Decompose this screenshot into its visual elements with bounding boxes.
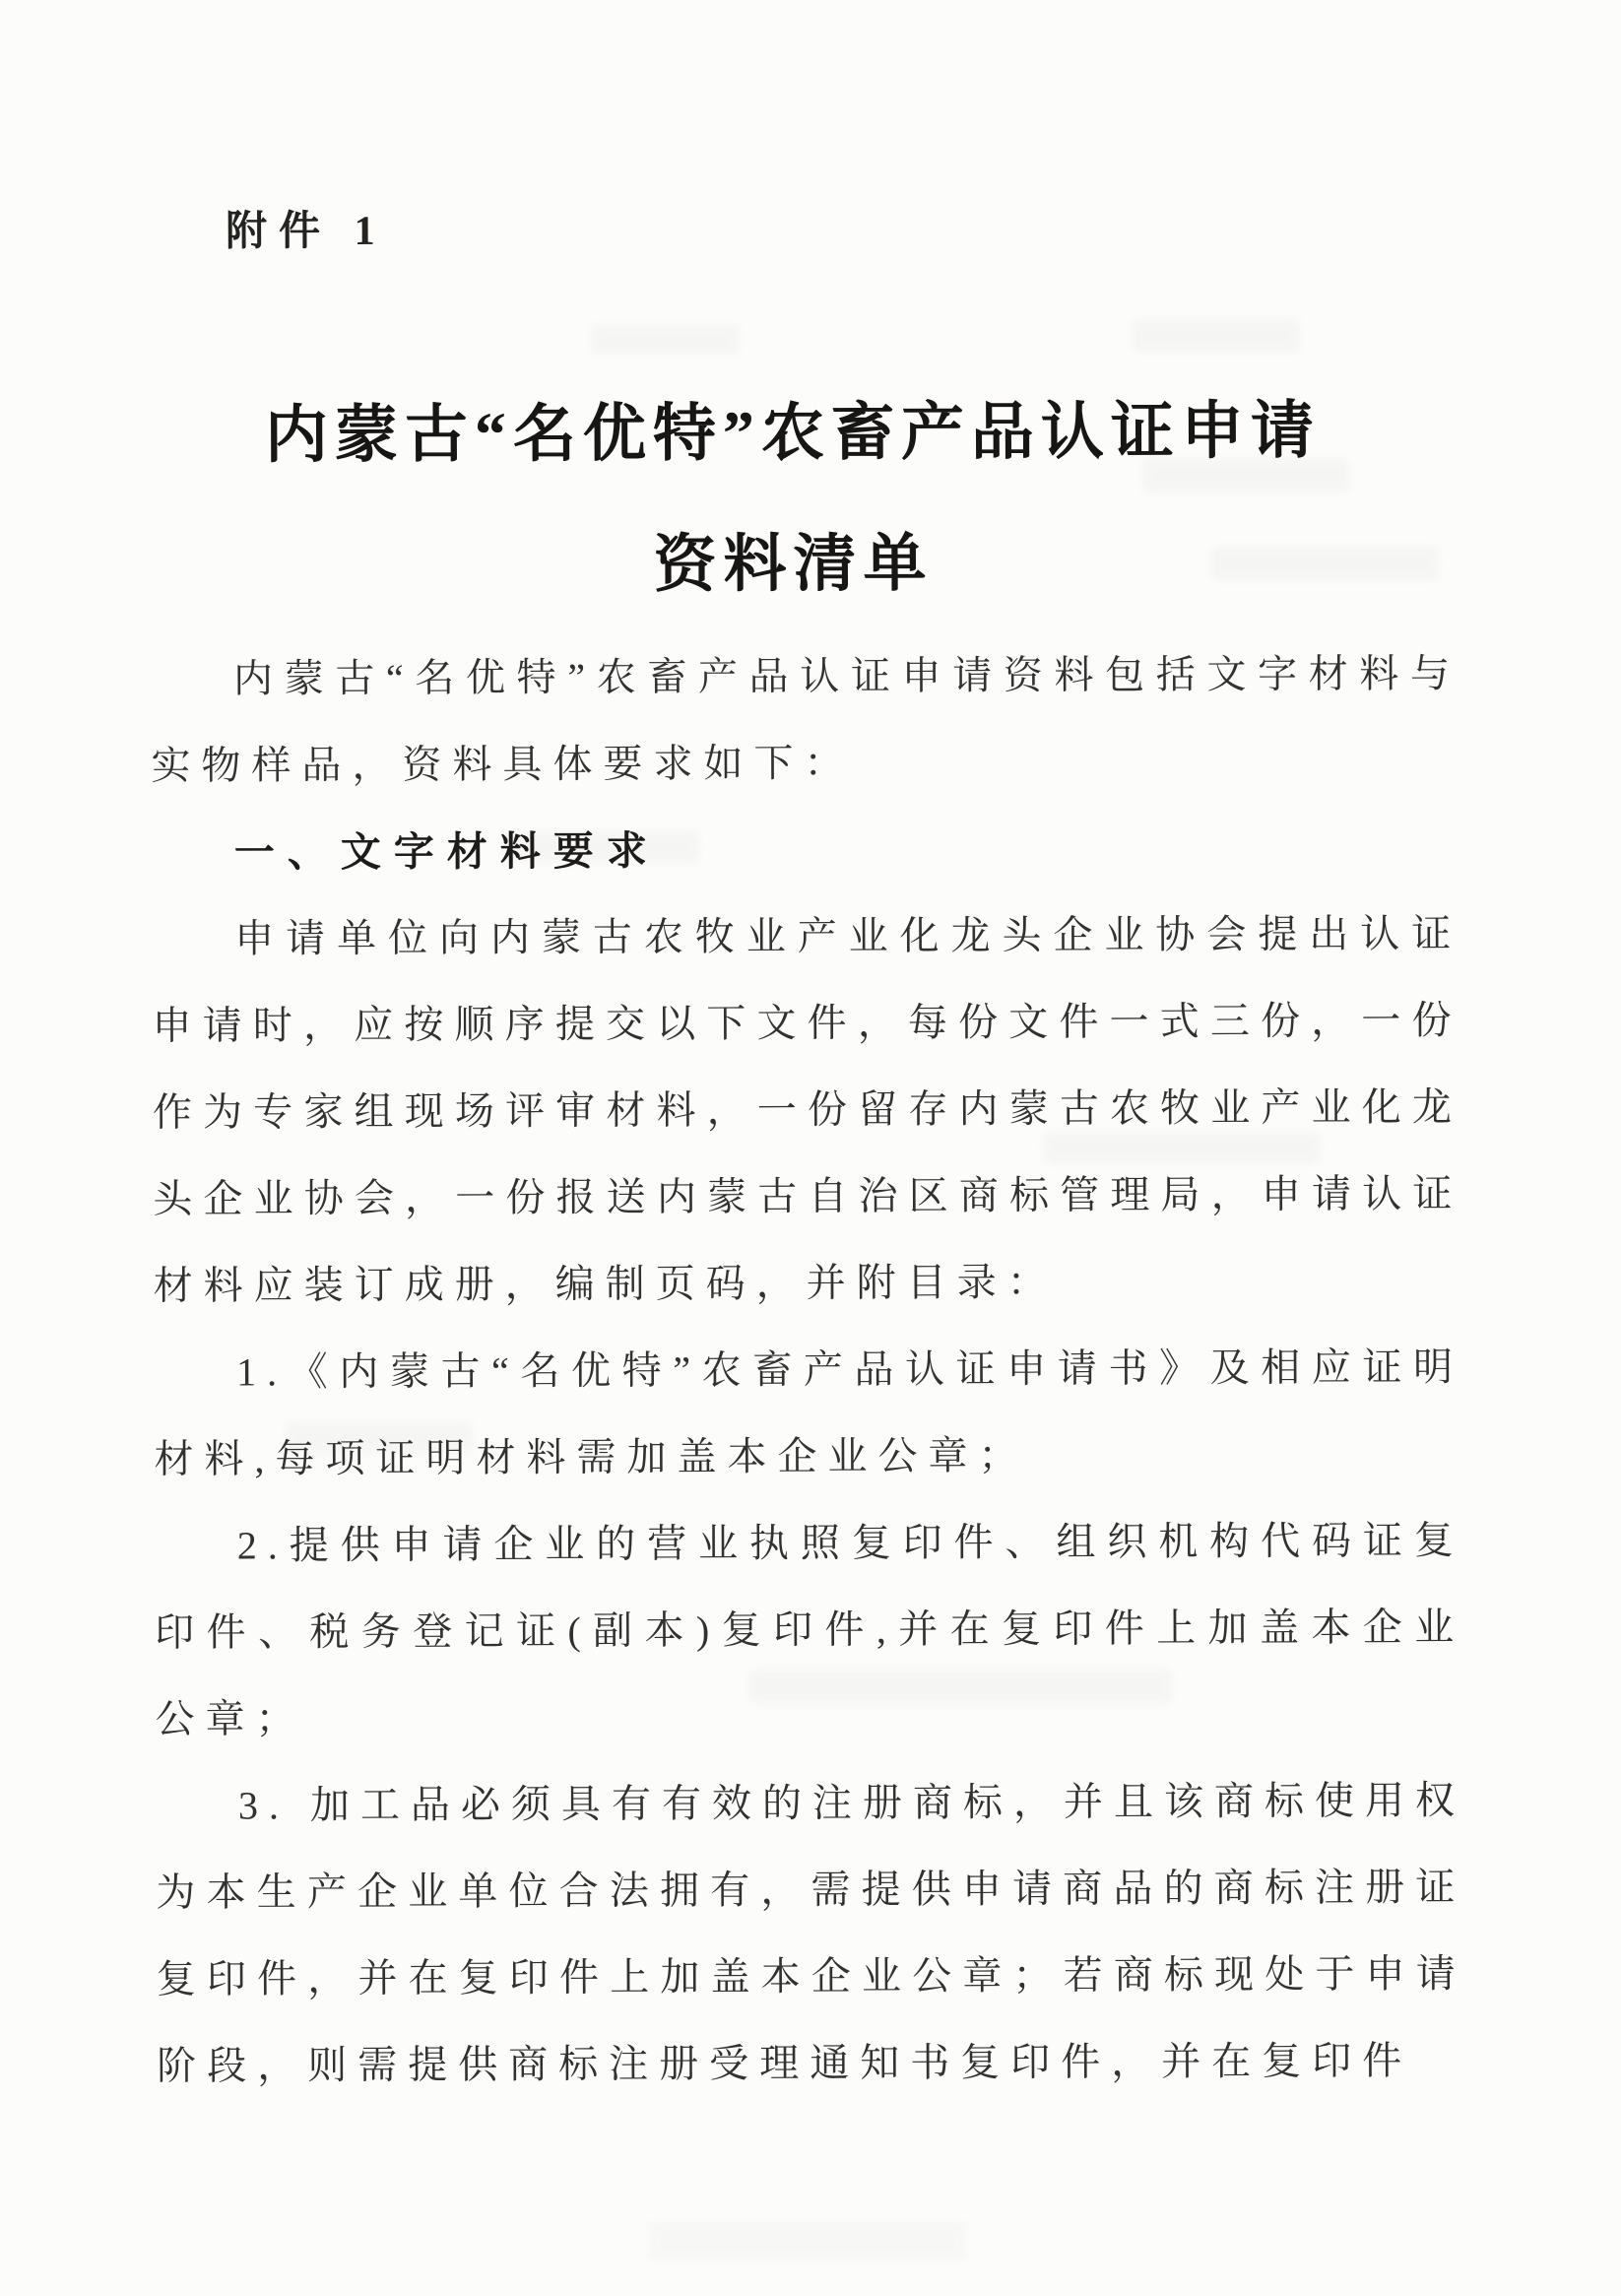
attachment-label: 附件 1 bbox=[225, 208, 387, 255]
document-title bbox=[2, 364, 1585, 633]
intro-paragraph: 内蒙古“名优特”农畜产品认证申请资料包括文字材料与实物样品，资料具体要求如下： bbox=[151, 651, 1461, 788]
requirement-item-3: 3. 加工品必须具有有效的注册商标，并且该商标使用权为本生产企业单位合法拥有，需提供申请商品的商标注册证复印件，并在复印件上加盖本企业公章；若商标现处于申请阶段，则需提供商标注册受理通知书复印件，并在复印件 bbox=[156, 1778, 1466, 2088]
document-title-line-1: 内蒙古“名优特”农畜产品认证申请 bbox=[264, 395, 1322, 471]
bleed-through-artifact bbox=[650, 2221, 965, 2261]
requirement-item-1: 1.《内蒙古“名优特”农畜产品认证申请书》及相应证明材料,每项证明材料需加盖本企业公章； bbox=[154, 1345, 1464, 1481]
section-1-heading: 一、文字材料要求 bbox=[233, 827, 660, 876]
section-1-paragraph: 申请单位向内蒙古农牧业产业化龙头企业协会提出认证申请时，应按顺序提交以下文件，每份文件一式三份，一份作为专家组现场评审材料，一份留存内蒙古农牧业产业化龙头企业协会，一份报送内蒙古自治区商标管理局，申请认证材料应装订成册，编制页码，并附目录： bbox=[152, 911, 1463, 1308]
document-body bbox=[151, 630, 1467, 2110]
requirement-item-2: 2.提供申请企业的营业执照复印件、组织机构代码证复印件、税务登记证(副本)复印件,并在复印件上加盖本企业公章； bbox=[155, 1518, 1465, 1741]
document-title-line-2: 资料清单 bbox=[653, 528, 934, 600]
